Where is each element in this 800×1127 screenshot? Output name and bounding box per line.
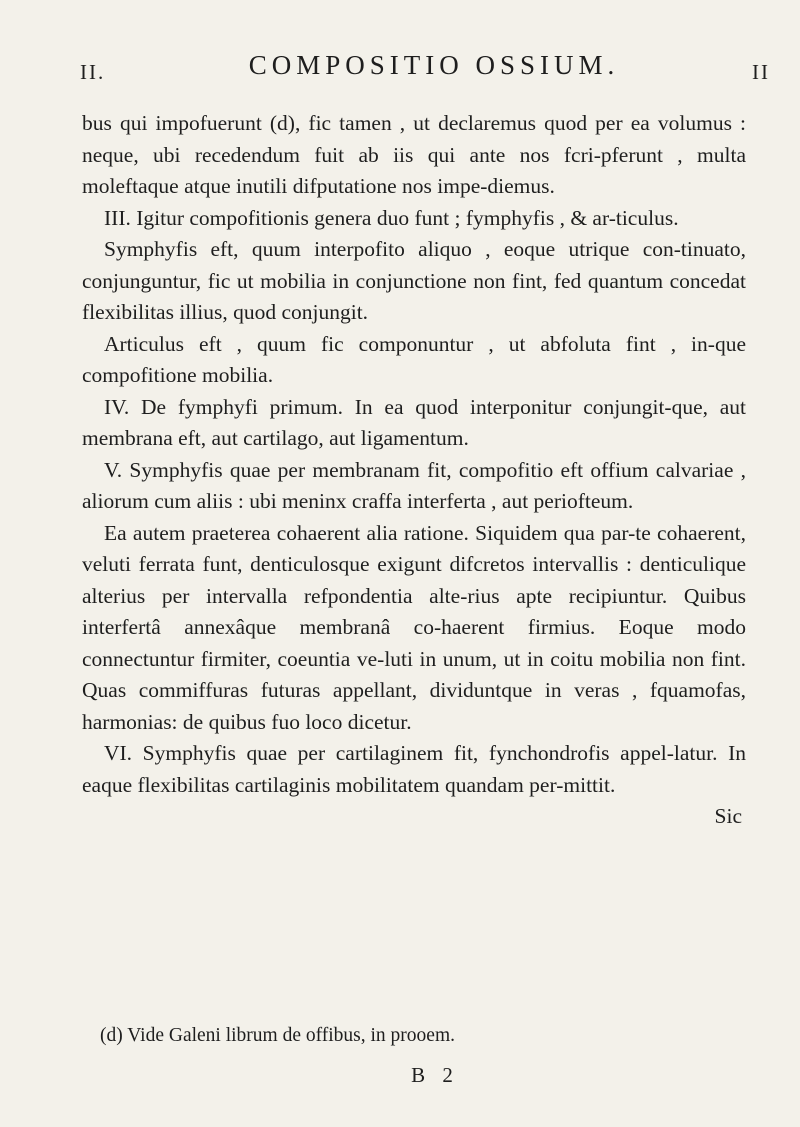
footnote: (d) Vide Galeni librum de offibus, in prooem. (100, 1025, 455, 1046)
paragraph: Ea autem praeterea cohaerent alia ratione. Siquidem qua par-te cohaerent, veluti ferrata funt, denticulosque exigunt difcretos intervallis : denticulique alterius per intervalla refpondentia alte-rius apte recipiuntur. Quibus interfertâ annexâque membranâ co-haerent firmius. Eoque modo connectuntur firmiter, coeuntia ve-luti in unum, ut in coitu mobilia non fint. Quas commiffuras futuras appellant, dividuntque in veras , fquamofas, harmonias: de quibus fuo loco dicetur. (82, 520, 746, 734)
paragraph: III. Igitur compofitionis genera duo funt ; fymphyfis , & ar-ticulus. (104, 205, 679, 230)
paragraph: VI. Symphyfis quae per cartilaginem fit, fynchondrofis appel-latur. In eaque flexibilitas cartilaginis mobilitatem quandam per-mittit. (82, 741, 746, 797)
page-number-right: II (752, 60, 770, 84)
catchword: Sic (714, 804, 742, 828)
main-text (82, 108, 746, 833)
paragraph: IV. De fymphyfi primum. In ea quod interponitur conjungit-que, aut membrana eft, aut cartilago, aut ligamentum. (82, 394, 746, 450)
running-title: COMPOSITIO OSSIUM. (248, 50, 620, 80)
running-header (80, 40, 770, 84)
page-number-left: II. (80, 60, 106, 84)
paragraph: Symphyfis eft, quum interpofito aliquo , eoque utrique con-tinuato, conjunguntur, fic ut mobilia in conjunctione non fint, fed quantum concedat flexibilitas illius, quod conjungit. (82, 237, 746, 324)
paragraph: Articulus eft , quum fic componuntur , ut abfoluta fint , in-que compofitione mobilia. (82, 331, 746, 387)
paragraph: V. Symphyfis quae per membranam fit, compofitio eft offium calvariae , aliorum cum aliis : ubi meninx craffa interferta , aut periofteum. (82, 457, 746, 513)
signature-mark: B 2 (411, 1063, 459, 1087)
paragraph: bus qui impofuerunt (d), fic tamen , ut declaremus quod per ea volumus : neque, ubi recedendum fuit ab iis qui ante nos fcri-pferunt , multa moleftaque atque inutili difputatione nos impe-diemus. (82, 111, 746, 198)
